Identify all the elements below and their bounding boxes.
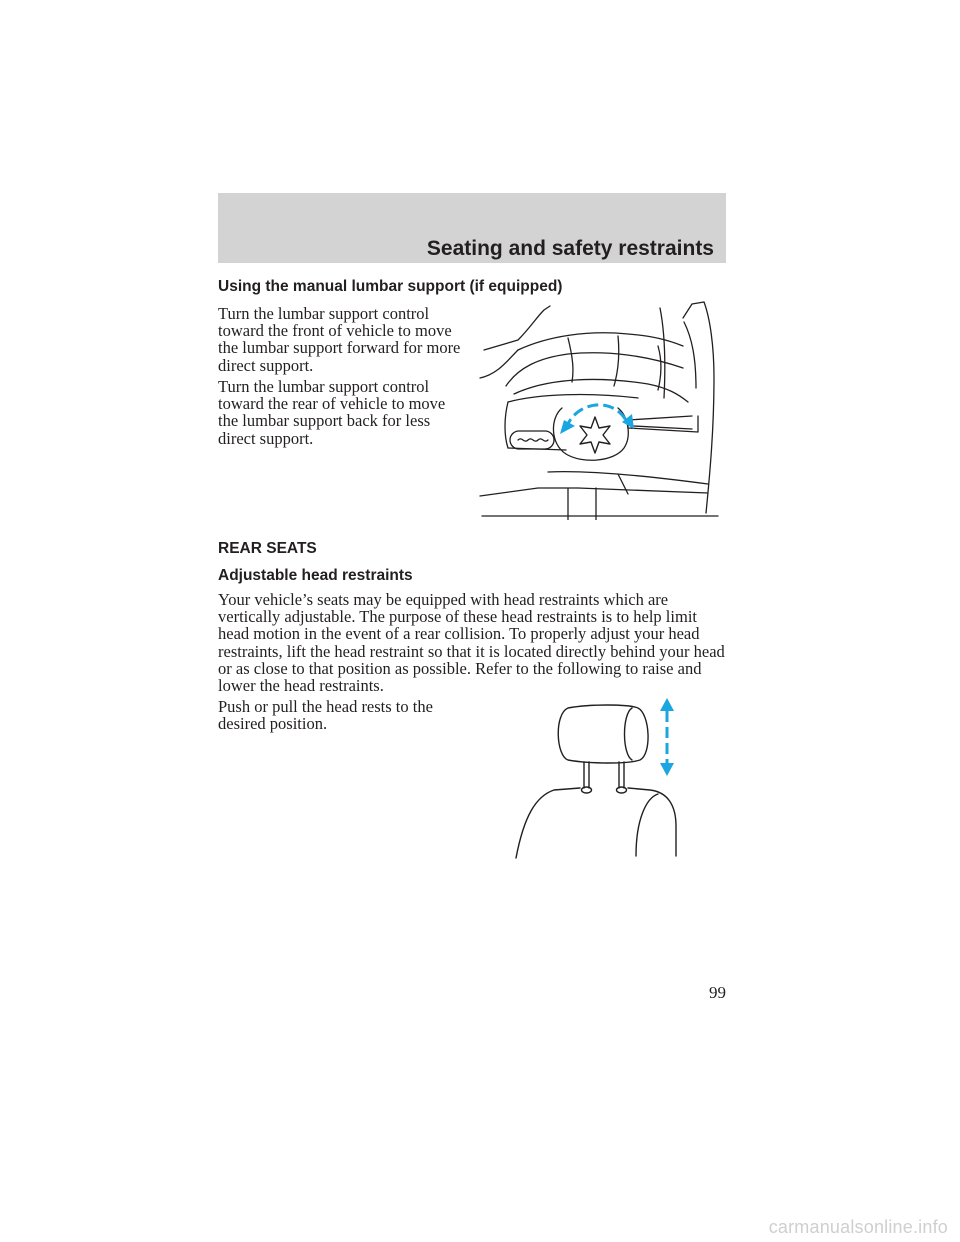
page-number: 99 (709, 983, 726, 1002)
lumbar-paragraph-rear: Turn the lumbar support control toward the rear of vehicle to move the lumbar support back for less direct support. (218, 377, 446, 448)
head-restraints-instruction: Push or pull the head rests to the desired position. (218, 697, 433, 734)
watermark-text: carmanualsonline.info (768, 1217, 948, 1237)
head-restraints-paragraph: Your vehicle’s seats may be equipped with head restraints which are vertically adjustable. The purpose of these head restraints is to help limit head motion in the event of a rear collision. To properly adjust your head restraints, lift the head restraint so that it is located directly behind your head or as close to that position as possible. Refer to the following to raise and lower the head restraints. (218, 590, 725, 696)
head-restraint-illustration (510, 696, 690, 860)
section-header-band (218, 193, 726, 263)
section-title: Seating and safety restraints (426, 237, 714, 260)
rear-seats-heading: REAR SEATS (218, 540, 317, 557)
lumbar-paragraph-forward: Turn the lumbar support control toward the front of vehicle to move the lumbar support forward for more direct support. (218, 304, 461, 375)
site-watermark (769, 1217, 948, 1238)
lumbar-heading: Using the manual lumbar support (if equipped) (218, 278, 563, 295)
head-restraints-heading: Adjustable head restraints (218, 567, 413, 584)
lumbar-control-illustration (478, 298, 728, 520)
